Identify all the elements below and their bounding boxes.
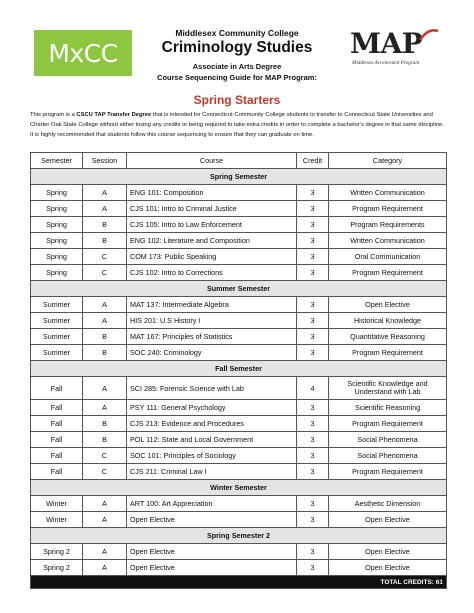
map-logo-text: MAP	[350, 27, 423, 60]
course-cell: MAT 167: Principles of Statistics	[127, 329, 297, 345]
map-logo-subtitle: Middlesex Accelerated Program	[352, 60, 420, 66]
credit-cell: 3	[297, 201, 329, 217]
table-row	[31, 432, 447, 448]
session-cell: B	[83, 329, 127, 345]
section-title: Spring Semester 2	[31, 528, 447, 544]
semester-cell: Spring	[31, 201, 83, 217]
table-row	[31, 512, 447, 528]
semester-cell: Summer	[31, 297, 83, 313]
table-row	[31, 217, 447, 233]
intro-text-after: that is intended for Connecticut Community College students to transfer to Connecticut State Universities and Charter Oak State College without either losing any credits or being required to take extra credits in order to complete a bachelor’s degree in that same discipline. It is highly recommended that students follow this course sequencing to ensure that they can graduate on time.	[30, 112, 444, 138]
semester-cell: Fall	[31, 464, 83, 480]
table-row	[31, 233, 447, 249]
table-row	[31, 297, 447, 313]
session-cell: C	[83, 464, 127, 480]
column-header: Session	[83, 153, 127, 169]
semester-cell: Spring 2	[31, 560, 83, 576]
course-cell: Open Elective	[127, 544, 297, 560]
course-cell: SCI 285: Forensic Science with Lab	[127, 377, 297, 400]
session-cell: B	[83, 432, 127, 448]
credit-cell: 3	[297, 560, 329, 576]
category-cell: Historical Knowledge	[329, 313, 447, 329]
semester-cell: Spring	[31, 217, 83, 233]
total-credits: TOTAL CREDITS: 61	[31, 576, 447, 589]
session-cell: A	[83, 377, 127, 400]
course-cell: CJS 213: Evidence and Procedures	[127, 416, 297, 432]
semester-cell: Fall	[31, 432, 83, 448]
course-cell: Open Elective	[127, 560, 297, 576]
table-row	[31, 377, 447, 400]
credit-cell: 3	[297, 313, 329, 329]
category-cell: Written Communication	[329, 233, 447, 249]
category-cell: Social Phenomena	[329, 432, 447, 448]
credit-cell: 3	[297, 512, 329, 528]
credit-cell: 3	[297, 464, 329, 480]
category-cell: Quantitative Reasoning	[329, 329, 447, 345]
session-cell: B	[83, 217, 127, 233]
category-cell: Scientific Reasoning	[329, 400, 447, 416]
credit-cell: 3	[297, 249, 329, 265]
guide-label: Course Sequencing Guide for MAP Program:	[157, 73, 317, 82]
semester-cell: Winter	[31, 496, 83, 512]
page-subtitle: Spring Starters	[193, 93, 281, 107]
course-cell: ART 100: Art Appreciation	[127, 496, 297, 512]
category-cell: Aesthetic Dimension	[329, 496, 447, 512]
table-row	[31, 496, 447, 512]
category-cell: Open Elective	[329, 560, 447, 576]
map-arc-icon	[418, 28, 440, 42]
table-row	[31, 544, 447, 560]
session-cell: A	[83, 560, 127, 576]
course-cell: SOC 101: Principles of Sociology	[127, 448, 297, 464]
credit-cell: 3	[297, 496, 329, 512]
table-row	[31, 329, 447, 345]
semester-cell: Summer	[31, 345, 83, 361]
table-row	[31, 249, 447, 265]
section-header-row	[31, 169, 447, 185]
semester-cell: Fall	[31, 377, 83, 400]
session-cell: B	[83, 416, 127, 432]
session-cell: A	[83, 496, 127, 512]
table-row	[31, 560, 447, 576]
course-cell: PSY 111: General Psychology	[127, 400, 297, 416]
session-cell: C	[83, 448, 127, 464]
category-cell: Open Elective	[329, 297, 447, 313]
course-cell: CJS 105: Intro to Law Enforcement	[127, 217, 297, 233]
semester-cell: Summer	[31, 329, 83, 345]
credit-cell: 3	[297, 297, 329, 313]
credit-cell: 3	[297, 544, 329, 560]
course-cell: HIS 201: U.S History I	[127, 313, 297, 329]
document-header	[140, 28, 334, 83]
session-cell: A	[83, 400, 127, 416]
college-name: Middlesex Community College	[175, 28, 299, 38]
table-row	[31, 400, 447, 416]
category-cell: Program Requirement	[329, 265, 447, 281]
course-cell: CJS 102: Intro to Corrections	[127, 265, 297, 281]
category-cell: Oral Communication	[329, 249, 447, 265]
degree-label: Associate in Arts Degree	[192, 62, 282, 71]
category-cell: Scientific Knowledge and Understand with Lab	[329, 377, 447, 400]
table-row	[31, 313, 447, 329]
category-cell: Open Elective	[329, 544, 447, 560]
category-cell: Program Requirement	[329, 201, 447, 217]
table-row	[31, 416, 447, 432]
table-header-row	[31, 153, 447, 169]
credit-cell: 3	[297, 217, 329, 233]
category-cell: Social Phenomena	[329, 448, 447, 464]
session-cell: B	[83, 345, 127, 361]
credit-cell: 3	[297, 345, 329, 361]
course-cell: POL 112: State and Local Government	[127, 432, 297, 448]
session-cell: C	[83, 265, 127, 281]
intro-text-before: This program is a	[30, 112, 77, 118]
section-header-row	[31, 528, 447, 544]
semester-cell: Spring	[31, 233, 83, 249]
table-row	[31, 185, 447, 201]
credit-cell: 3	[297, 400, 329, 416]
credit-cell: 3	[297, 416, 329, 432]
semester-cell: Spring	[31, 265, 83, 281]
map-logo	[350, 27, 440, 76]
section-title: Winter Semester	[31, 480, 447, 496]
intro-text-bold: CSCU TAP Transfer Degree	[76, 112, 152, 118]
course-cell: COM 173: Public Speaking	[127, 249, 297, 265]
course-cell: ENG 101: Composition	[127, 185, 297, 201]
column-header: Credit	[297, 153, 329, 169]
course-cell: CJS 101: Intro to Criminal Justice	[127, 201, 297, 217]
course-cell: ENG 102: Literature and Composition	[127, 233, 297, 249]
table-row	[31, 448, 447, 464]
category-cell: Program Requirements	[329, 217, 447, 233]
section-header-row	[31, 281, 447, 297]
course-cell: SOC 240: Criminology	[127, 345, 297, 361]
course-sequence-table	[30, 152, 447, 589]
session-cell: A	[83, 297, 127, 313]
credit-cell: 4	[297, 377, 329, 400]
section-title: Fall Semester	[31, 361, 447, 377]
credit-cell: 3	[297, 329, 329, 345]
total-row	[31, 576, 447, 589]
credit-cell: 3	[297, 185, 329, 201]
course-cell: CJS 211: Criminal Law I	[127, 464, 297, 480]
course-cell: Open Elective	[127, 512, 297, 528]
table-row	[31, 201, 447, 217]
category-cell: Program Requirement	[329, 464, 447, 480]
session-cell: A	[83, 313, 127, 329]
table-row	[31, 464, 447, 480]
session-cell: A	[83, 201, 127, 217]
program-title: Criminology Studies	[161, 39, 313, 56]
semester-cell: Spring	[31, 185, 83, 201]
column-header: Course	[127, 153, 297, 169]
table-row	[31, 345, 447, 361]
session-cell: A	[83, 512, 127, 528]
section-title: Spring Semester	[31, 169, 447, 185]
credit-cell: 3	[297, 432, 329, 448]
column-header: Semester	[31, 153, 83, 169]
semester-cell: Summer	[31, 313, 83, 329]
credit-cell: 3	[297, 448, 329, 464]
column-header: Category	[329, 153, 447, 169]
category-cell: Program Requirement	[329, 416, 447, 432]
session-cell: A	[83, 185, 127, 201]
session-cell: A	[83, 544, 127, 560]
semester-cell: Winter	[31, 512, 83, 528]
session-cell: B	[83, 233, 127, 249]
semester-cell: Fall	[31, 416, 83, 432]
credit-cell: 3	[297, 233, 329, 249]
semester-cell: Spring	[31, 249, 83, 265]
section-header-row	[31, 480, 447, 496]
intro-paragraph	[30, 110, 446, 140]
category-cell: Program Requirement	[329, 345, 447, 361]
session-cell: C	[83, 249, 127, 265]
semester-cell: Spring 2	[31, 544, 83, 560]
course-cell: MAT 137: Intermediate Algebra	[127, 297, 297, 313]
table-row	[31, 265, 447, 281]
section-header-row	[31, 361, 447, 377]
category-cell: Open Elective	[329, 512, 447, 528]
table-body	[31, 169, 447, 589]
category-cell: Written Communication	[329, 185, 447, 201]
mxcc-logo: MxCC	[34, 30, 132, 76]
semester-cell: Fall	[31, 400, 83, 416]
credit-cell: 3	[297, 265, 329, 281]
semester-cell: Fall	[31, 448, 83, 464]
section-title: Summer Semester	[31, 281, 447, 297]
